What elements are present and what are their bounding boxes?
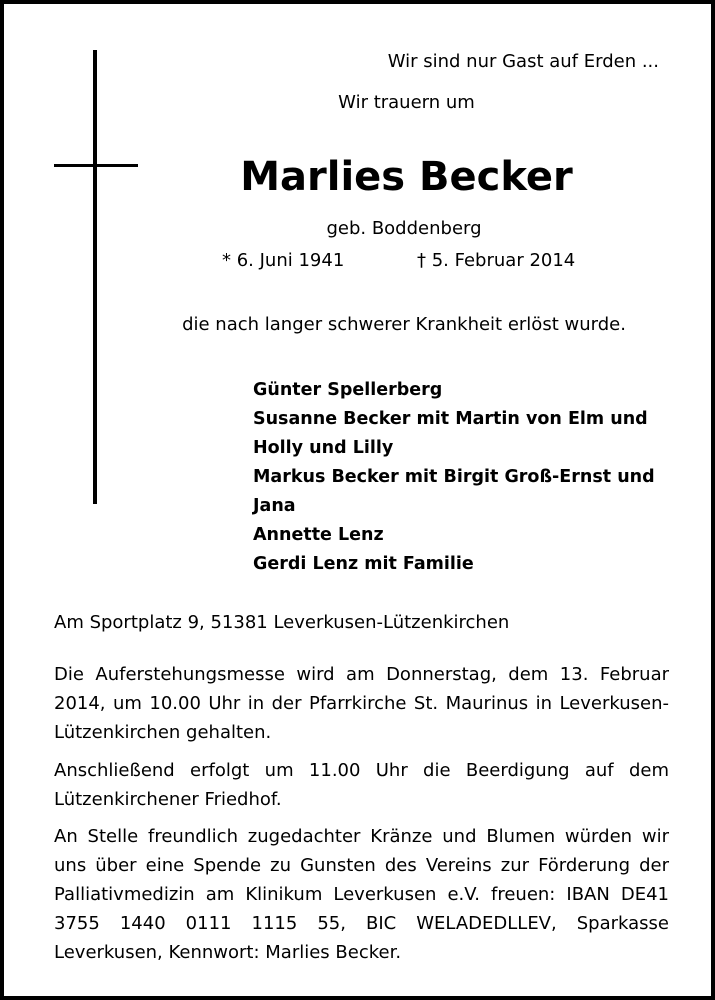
mourner-item: Jana — [253, 496, 296, 516]
birth-date: * 6. Juni 1941 — [222, 250, 345, 271]
mourner-item: Markus Becker mit Birgit Groß-Ernst und — [253, 467, 655, 487]
release-line: die nach langer schwerer Krankheit erlöst wurde. — [182, 314, 626, 335]
intro-line: Wir trauern um — [338, 92, 475, 113]
mourner-item: Susanne Becker mit Martin von Elm und — [253, 409, 648, 429]
mourners-list — [253, 376, 655, 579]
maiden-name: geb. Boddenberg — [326, 218, 482, 239]
donation-paragraph: An Stelle freundlich zugedachter Kränze und Blumen würden wir uns über eine Spende zu Gunsten des Vereins zur Förderung der Palliativmedizin am Klinikum Leverkusen e.V. freuen: IBAN DE41 3755 1440 0111 1115 55, BIC WELADEDLLEV, Sparkasse Leverkusen, Kennwort: Marlies Becker. — [54, 826, 669, 963]
motto: Wir sind nur Gast auf Erden ... — [387, 51, 659, 72]
funeral-mass-paragraph: Die Auferstehungsmesse wird am Donnerstag, dem 13. Februar 2014, um 10.00 Uhr in der Pfarrkirche St. Maurinus in Leverkusen-Lützenkirchen gehalten. — [54, 664, 669, 743]
cross-icon — [93, 50, 97, 504]
mourner-item: Annette Lenz — [253, 525, 384, 545]
deceased-name: Marlies Becker — [240, 154, 573, 200]
mourner-item: Holly und Lilly — [253, 438, 394, 458]
mourner-item: Günter Spellerberg — [253, 380, 443, 400]
family-address: Am Sportplatz 9, 51381 Leverkusen-Lützenkirchen — [54, 612, 510, 633]
death-date: † 5. Februar 2014 — [417, 250, 576, 271]
mourner-item: Gerdi Lenz mit Familie — [253, 554, 474, 574]
burial-paragraph: Anschließend erfolgt um 11.00 Uhr die Beerdigung auf dem Lützenkirchener Friedhof. — [54, 760, 669, 810]
